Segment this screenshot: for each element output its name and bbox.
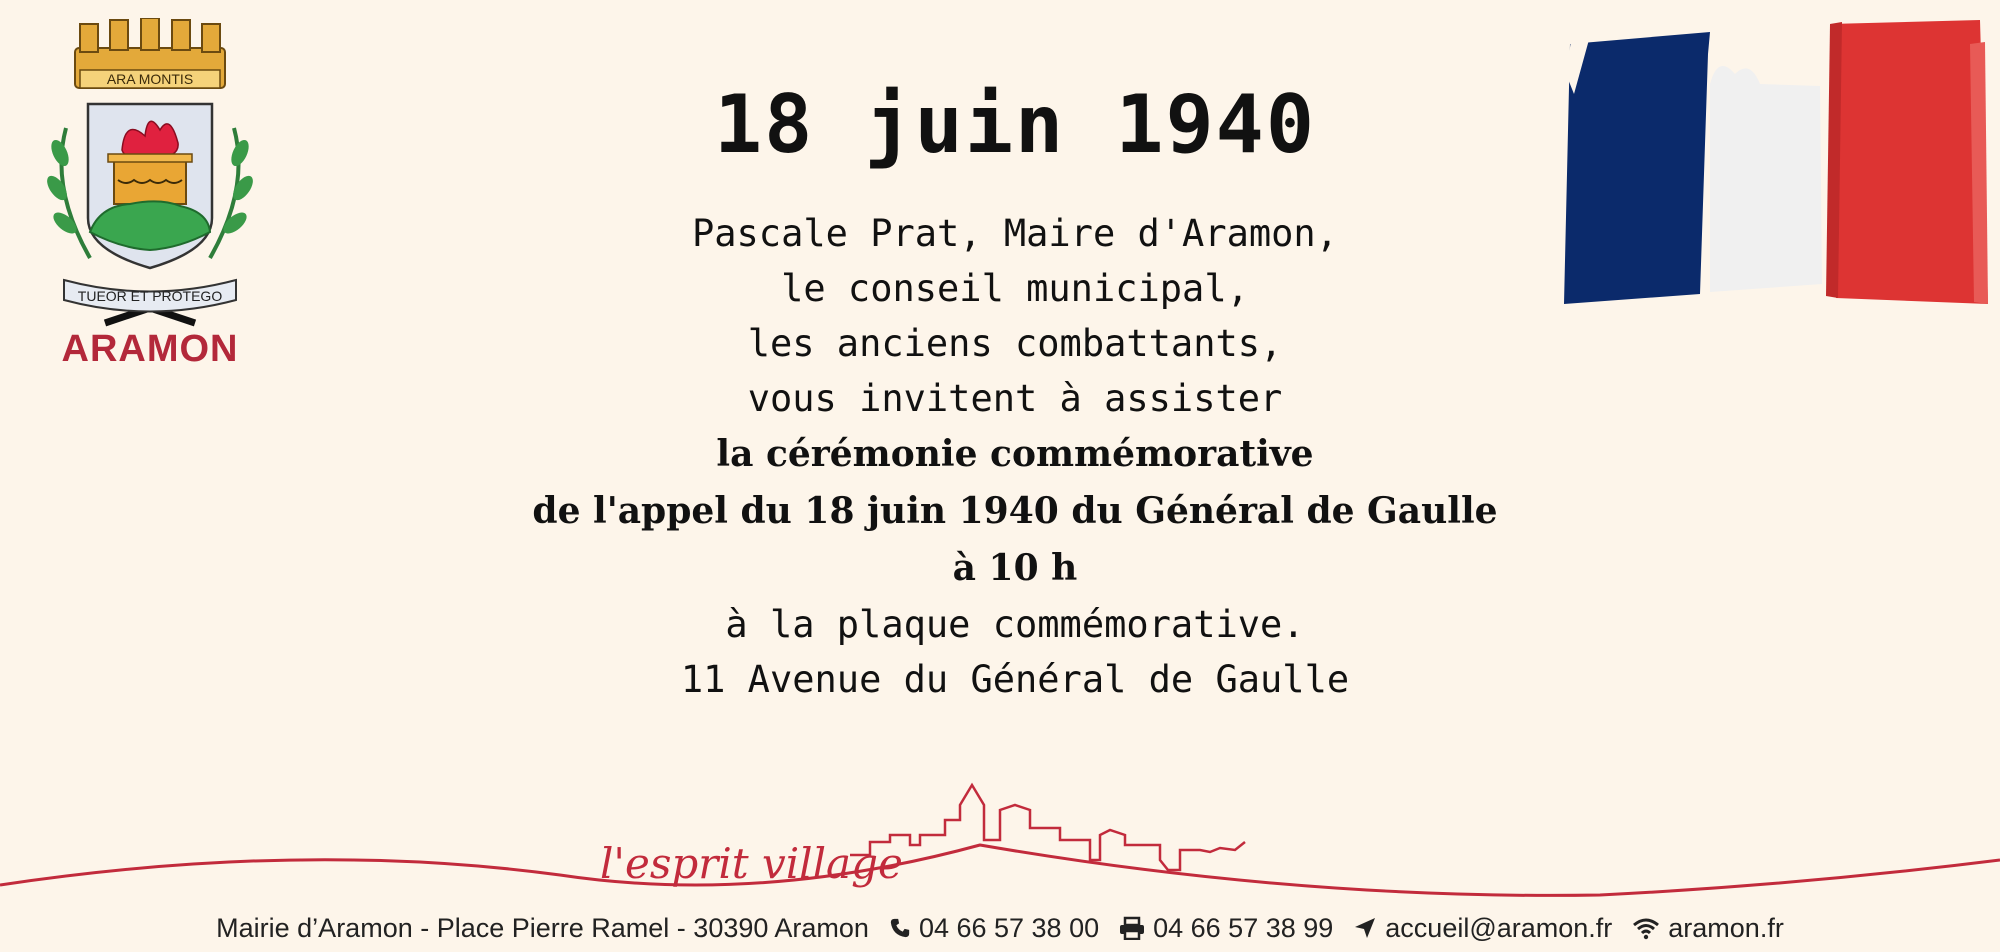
footer-email[interactable]: accueil@aramon.fr (1385, 912, 1613, 943)
coat-of-arms-icon (30, 18, 270, 338)
footer-fax: 04 66 57 38 99 (1153, 912, 1334, 943)
footer-email-item (1353, 913, 1612, 944)
ceremony-line: de l'appel du 18 juin 1940 du Général de Gaulle (532, 490, 1498, 532)
place-address: 11 Avenue du Général de Gaulle (680, 658, 1350, 701)
place-line: à la plaque commémorative. (725, 603, 1305, 646)
town-name: ARAMON (61, 328, 239, 370)
printer-icon (1119, 916, 1145, 940)
invitation-line: vous invitent à assister (747, 377, 1283, 420)
footer-website-item (1632, 913, 1784, 944)
invitation-block (480, 70, 1550, 707)
svg-text:TUEOR ET PROTEGO: TUEOR ET PROTEGO (77, 288, 223, 304)
wifi-icon (1632, 916, 1660, 940)
invitation-title: 18 juin 1940 (714, 78, 1316, 171)
aramon-crest-logo (30, 18, 270, 378)
footer-phone-item (889, 913, 1099, 944)
phone-icon (889, 916, 911, 940)
ceremony-line: la cérémonie commémorative (716, 433, 1314, 475)
invitation-line: Pascale Prat, Maire d'Aramon, (691, 212, 1338, 255)
footer-phone[interactable]: 04 66 57 38 00 (918, 912, 1100, 943)
contact-footer (0, 908, 2000, 948)
slogan-text: l'esprit village (600, 839, 903, 888)
footer-website[interactable]: aramon.fr (1668, 912, 1784, 943)
village-skyline-divider (0, 780, 2000, 910)
send-icon (1353, 916, 1377, 940)
footer-fax-item (1119, 913, 1333, 944)
footer-address: Mairie d’Aramon - Place Pierre Ramel - 30390 Aramon (216, 912, 869, 943)
svg-text:ARA MONTIS: ARA MONTIS (106, 71, 194, 87)
invitation-line: les anciens combattants, (747, 322, 1283, 365)
french-flag-icon (1560, 14, 1990, 314)
invitation-line: le conseil municipal, (781, 267, 1249, 310)
ceremony-time: à 10 h (952, 547, 1078, 589)
